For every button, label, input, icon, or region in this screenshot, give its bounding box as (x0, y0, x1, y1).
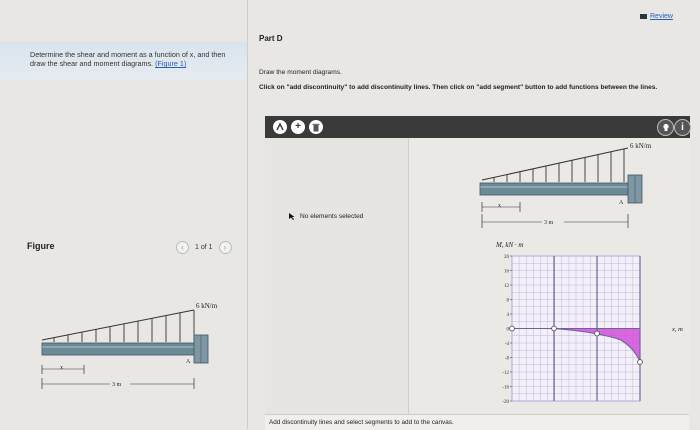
right-load-arrows (494, 149, 624, 182)
instruction-text: Draw the moment diagrams. (259, 69, 342, 76)
selection-status (289, 213, 363, 220)
length-label: 3 m (112, 382, 122, 388)
load-label: 6 kN/m (196, 302, 218, 310)
curve-point[interactable] (638, 360, 643, 365)
beam (42, 343, 194, 355)
pager-count: 1 of 1 (195, 244, 213, 251)
right-load-label: 6 kN/m (630, 142, 652, 150)
load-outline (42, 310, 194, 340)
y-tick-label: -8 (504, 356, 509, 362)
y-axis-label: M, kN · m (496, 241, 524, 249)
add-segment-tool-icon[interactable]: + (291, 120, 305, 134)
y-tick-label: 0 (506, 327, 509, 333)
cursor-icon (289, 213, 296, 220)
curve-point[interactable] (595, 331, 600, 336)
right-beam (480, 183, 628, 195)
element-properties-pane (265, 138, 409, 429)
y-tick-label: 12 (504, 283, 509, 289)
prev-figure-button[interactable]: ‹ (176, 241, 189, 254)
hint-icon[interactable] (657, 119, 674, 136)
review-icon (640, 14, 647, 19)
x-label: x (60, 365, 63, 371)
right-x-label: x (498, 203, 501, 209)
y-tick-label: -20 (502, 399, 509, 405)
drawing-toolbar (265, 116, 690, 138)
figure-link[interactable]: (Figure 1) (155, 59, 187, 68)
y-tick-label: -12 (502, 370, 509, 376)
figure-label: Figure (27, 241, 55, 251)
problem-prompt (30, 50, 240, 68)
left-beam-figure (30, 290, 220, 395)
prompt-text: Determine the shear and moment as a function of x, and then draw the shear and moment diagrams. (30, 50, 226, 68)
discontinuity-tool-icon[interactable] (273, 120, 287, 134)
review-link[interactable] (640, 13, 673, 20)
status-footer: Add discontinuity lines and select segments to add to the canvas. (265, 414, 689, 430)
info-icon[interactable]: i (674, 119, 691, 136)
y-tick-label: -4 (504, 341, 509, 347)
curve-point[interactable] (552, 326, 557, 331)
x-axis-label: x, m (672, 326, 683, 333)
review-label: Review (650, 13, 673, 20)
y-tick-label: 20 (504, 254, 509, 260)
moment-graph[interactable] (490, 236, 695, 411)
y-tick-label: 16 (504, 269, 509, 275)
delete-tool-icon[interactable] (309, 120, 323, 134)
y-tick-label: 4 (506, 312, 509, 318)
part-title: Part D (259, 34, 283, 43)
right-beam-figure (478, 138, 698, 238)
next-figure-button[interactable]: › (219, 241, 232, 254)
curve-point[interactable] (510, 326, 515, 331)
y-tick-label: -16 (502, 385, 509, 391)
right-length-label: 3 m (544, 220, 554, 226)
load-arrows (54, 310, 194, 342)
no-elements-text: No elements selected (300, 213, 364, 220)
instruction-detail: Click on "add discontinuity" to add discontinuity lines. Then click on "add segment" button to add functions between the lines. (259, 84, 658, 91)
support-label: A (186, 359, 191, 365)
right-support-label: A (619, 200, 624, 206)
y-tick-label: 8 (506, 298, 509, 304)
figure-pager (176, 241, 232, 254)
